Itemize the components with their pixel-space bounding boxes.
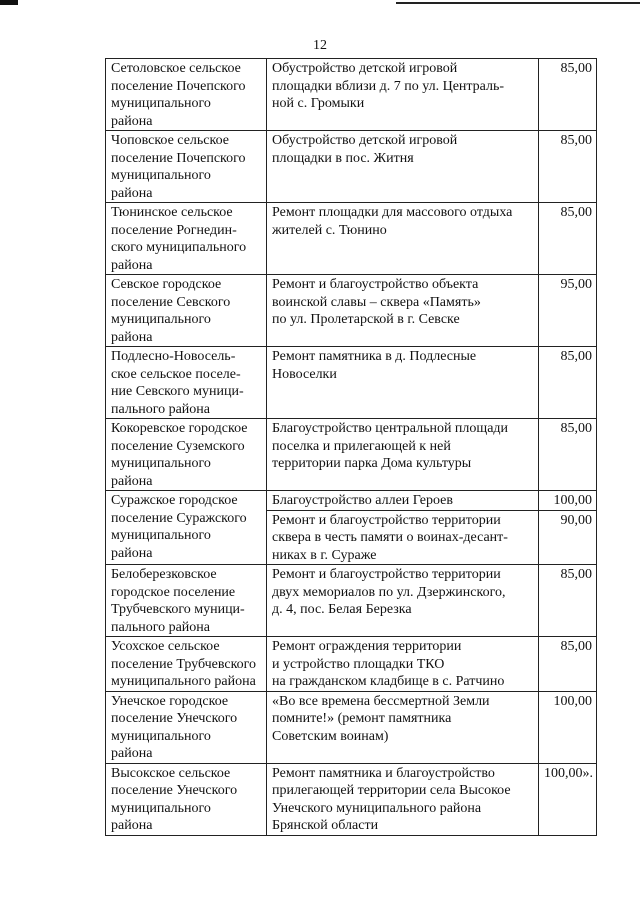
- table-row: [106, 491, 597, 511]
- text-line: Советским воинам): [272, 728, 389, 744]
- text-line: поселение Унечского: [111, 711, 238, 726]
- text-line: ское сельское поселе-: [111, 366, 241, 382]
- amount-cell: 100,00: [539, 491, 597, 511]
- amount-cell: 85,00: [539, 347, 597, 419]
- text-line: Суражское городское: [111, 493, 238, 508]
- text-line: района: [111, 257, 153, 273]
- settlement-cell: [106, 203, 267, 275]
- table-row: [106, 59, 597, 131]
- text-line: района: [111, 818, 153, 833]
- text-line: Благоустройство аллеи Героев: [272, 493, 454, 508]
- text-line: на гражданском кладбище в с. Ратчино: [272, 674, 505, 689]
- settlement-cell: [106, 637, 267, 692]
- amount-cell: 85,00: [539, 131, 597, 203]
- text-line: поселение Почепского: [111, 78, 246, 94]
- text-line: поселение Севского: [111, 294, 231, 310]
- amount-cell: 100,00: [539, 691, 597, 763]
- table-row: [106, 691, 597, 763]
- text-line: поселение Трубчевского: [111, 656, 257, 672]
- text-line: муниципального: [111, 96, 211, 111]
- text-line: площадки вблизи д. 7 по ул. Централь-: [272, 78, 505, 94]
- text-line: района: [111, 329, 153, 345]
- text-line: района: [111, 113, 153, 129]
- text-line: поселка и прилегающей к ней: [272, 438, 451, 454]
- text-line: сквера в честь памяти о воинах-десант-: [272, 530, 508, 545]
- project-cell: [267, 203, 539, 275]
- amount-cell: 85,00: [539, 59, 597, 131]
- text-line: жителей с. Тюнино: [272, 222, 387, 238]
- settlement-cell: [106, 691, 267, 763]
- text-line: Трубчевского муници-: [111, 602, 245, 617]
- text-line: Обустройство детской игровой: [272, 61, 458, 76]
- text-line: площадки в пос. Житня: [272, 150, 414, 166]
- table-row: [106, 203, 597, 275]
- text-line: муниципального: [111, 456, 211, 471]
- table-row: [106, 763, 597, 835]
- text-line: Ремонт площадки для массового отдыха: [272, 205, 513, 220]
- text-line: ной с. Громыки: [272, 96, 365, 111]
- text-line: Тюнинское сельское: [111, 205, 233, 220]
- text-line: никах в г. Сураже: [272, 547, 377, 563]
- text-line: муниципального: [111, 312, 211, 327]
- text-line: Чоповское сельское: [111, 133, 229, 148]
- text-line: Ремонт и благоустройство территории: [272, 512, 501, 528]
- text-line: района: [111, 545, 153, 561]
- text-line: поселение Унечского: [111, 783, 238, 798]
- text-line: муниципального: [111, 728, 211, 744]
- text-line: пального района: [111, 619, 210, 635]
- header-rule: [396, 2, 640, 4]
- settlement-cell: [106, 275, 267, 347]
- settlement-cell: [106, 491, 267, 565]
- text-line: и устройство площадки ТКО: [272, 656, 445, 672]
- text-line: поселение Суземского: [111, 438, 245, 454]
- table-row: [106, 637, 597, 692]
- project-cell: [267, 131, 539, 203]
- text-line: муниципального: [111, 800, 211, 816]
- text-line: Белоберезковское: [111, 567, 217, 582]
- text-line: муниципального района: [111, 674, 256, 689]
- amount-cell: 100,00».: [539, 763, 597, 835]
- text-line: Ремонт памятника и благоустройство: [272, 765, 495, 781]
- text-line: «Во все времена бессмертной Земли: [272, 693, 490, 709]
- text-line: Усохское сельское: [111, 639, 220, 654]
- project-cell: [267, 275, 539, 347]
- project-cell: [267, 491, 539, 511]
- text-line: пального района: [111, 401, 210, 417]
- text-line: д. 4, пос. Белая Березка: [272, 602, 412, 617]
- table-row: [106, 565, 597, 637]
- table-row: [106, 131, 597, 203]
- text-line: Ремонт ограждения территории: [272, 639, 462, 654]
- text-line: помните!» (ремонт памятника: [272, 711, 452, 726]
- text-line: городское поселение: [111, 584, 236, 600]
- table-row: [106, 275, 597, 347]
- project-cell: [267, 763, 539, 835]
- text-line: Севское городское: [111, 277, 222, 292]
- text-line: Ремонт и благоустройство объекта: [272, 277, 479, 292]
- amount-cell: 85,00: [539, 637, 597, 692]
- project-cell: [267, 691, 539, 763]
- text-line: ние Севского муници-: [111, 384, 244, 399]
- project-cell: [267, 637, 539, 692]
- text-line: Подлесно-Новосель-: [111, 349, 236, 364]
- text-line: Ремонт и благоустройство территории: [272, 567, 501, 582]
- settlement-cell: [106, 419, 267, 491]
- project-cell: [267, 59, 539, 131]
- settlement-cell: [106, 763, 267, 835]
- text-line: Благоустройство центральной площади: [272, 421, 509, 436]
- text-line: Обустройство детской игровой: [272, 133, 458, 148]
- text-line: муниципального: [111, 528, 211, 543]
- text-line: Сетоловское сельское: [111, 61, 241, 76]
- text-line: Ремонт памятника в д. Подлесные: [272, 349, 477, 364]
- text-line: района: [111, 185, 153, 201]
- text-line: двух мемориалов по ул. Дзержинского,: [272, 584, 506, 600]
- settlement-projects-table: [105, 58, 597, 836]
- corner-mark: [0, 0, 18, 5]
- text-line: ского муниципального: [111, 240, 247, 255]
- text-line: Унечское городское: [111, 693, 229, 709]
- text-line: района: [111, 473, 153, 489]
- page-number: 12: [313, 38, 327, 53]
- text-line: воинской славы – сквера «Память»: [272, 294, 481, 310]
- text-line: Новоселки: [272, 366, 337, 382]
- text-line: прилегающей территории села Высокое: [272, 783, 511, 798]
- project-cell: [267, 565, 539, 637]
- table-row: [106, 347, 597, 419]
- amount-cell: 95,00: [539, 275, 597, 347]
- amount-cell: 85,00: [539, 565, 597, 637]
- text-line: Кокоревское городское: [111, 421, 248, 436]
- table-row: [106, 419, 597, 491]
- text-line: по ул. Пролетарской в г. Севске: [272, 312, 460, 327]
- text-line: Брянской области: [272, 818, 379, 833]
- project-cell: [267, 347, 539, 419]
- project-cell: [267, 419, 539, 491]
- amount-cell: 90,00: [539, 510, 597, 565]
- settlement-cell: [106, 565, 267, 637]
- text-line: муниципального: [111, 168, 211, 183]
- project-cell: [267, 510, 539, 565]
- text-line: территории парка Дома культуры: [272, 456, 472, 471]
- text-line: поселение Суражского: [111, 510, 247, 526]
- amount-cell: 85,00: [539, 203, 597, 275]
- text-line: поселение Почепского: [111, 150, 246, 166]
- text-line: поселение Рогнедин-: [111, 222, 237, 238]
- settlement-cell: [106, 59, 267, 131]
- text-line: Унечского муниципального района: [272, 800, 482, 816]
- text-line: Высокское сельское: [111, 765, 231, 781]
- amount-cell: 85,00: [539, 419, 597, 491]
- text-line: района: [111, 746, 153, 761]
- settlement-cell: [106, 347, 267, 419]
- settlement-cell: [106, 131, 267, 203]
